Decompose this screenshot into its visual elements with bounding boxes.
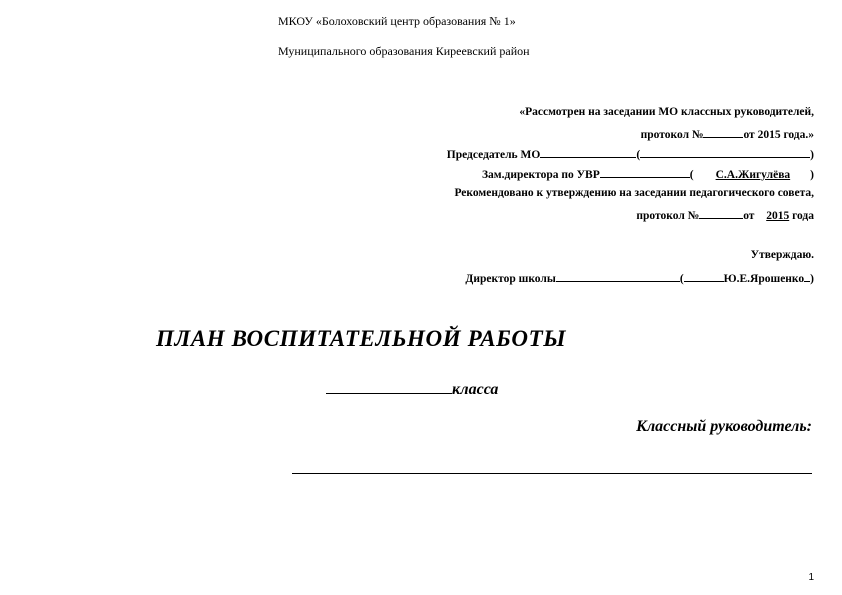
protocol-2-mid: от bbox=[743, 210, 755, 222]
deputy-paren-open: ( bbox=[689, 169, 694, 181]
deputy-label: Зам.директора по УВР bbox=[481, 169, 600, 181]
director-paren-close: ) bbox=[810, 273, 814, 285]
chair-signature-blank bbox=[540, 146, 636, 158]
document-title: ПЛАН ВОСПИТАТЕЛЬНОЙ РАБОТЫ bbox=[156, 326, 567, 351]
deputy-name: С.А.Жигулёва bbox=[715, 169, 791, 181]
director-name: Ю.Е.Ярошенко bbox=[723, 273, 805, 285]
chair-line bbox=[447, 146, 814, 161]
protocol-2-year: 2015 bbox=[766, 210, 790, 222]
recommended-line: Рекомендовано к утверждению на заседании педагогического совета, bbox=[454, 187, 814, 199]
deputy-signature-blank bbox=[600, 166, 690, 178]
municipality-name: Муниципального образования Киреевский район bbox=[278, 44, 530, 58]
protocol-2-number-blank bbox=[699, 207, 743, 219]
chair-label: Председатель МО bbox=[446, 149, 541, 161]
protocol-line-1 bbox=[641, 126, 814, 141]
teacher-label: Классный руководитель: bbox=[636, 418, 812, 435]
page-number: 1 bbox=[808, 572, 814, 583]
class-label: класса bbox=[452, 381, 499, 398]
approve-label: Утверждаю. bbox=[750, 249, 814, 261]
protocol-1-suffix: от 2015 года.» bbox=[743, 129, 814, 141]
director-line bbox=[465, 270, 814, 285]
director-label: Директор школы bbox=[465, 273, 556, 285]
protocol-1-number-blank bbox=[703, 126, 743, 138]
director-pre-name-blank bbox=[684, 270, 724, 282]
chair-paren-open: ( bbox=[636, 149, 641, 161]
chair-name-blank bbox=[640, 146, 810, 158]
teacher-name-line bbox=[292, 473, 812, 474]
protocol-1-prefix: протокол № bbox=[640, 129, 704, 141]
organization-name: МКОУ «Болоховский центр образования № 1» bbox=[278, 14, 516, 28]
protocol-line-2 bbox=[636, 207, 814, 222]
class-blank bbox=[326, 377, 452, 394]
chair-paren-close: ) bbox=[810, 149, 814, 161]
protocol-2-prefix: протокол № bbox=[636, 210, 700, 222]
director-signature-blank bbox=[556, 270, 680, 282]
class-line bbox=[326, 377, 498, 399]
protocol-2-suffix: года bbox=[792, 210, 814, 222]
deputy-line bbox=[482, 166, 814, 181]
reviewed-line: «Рассмотрен на заседании МО классных руководителей, bbox=[519, 106, 814, 118]
deputy-paren-close: ) bbox=[810, 169, 814, 181]
director-paren-open: ( bbox=[679, 273, 684, 285]
